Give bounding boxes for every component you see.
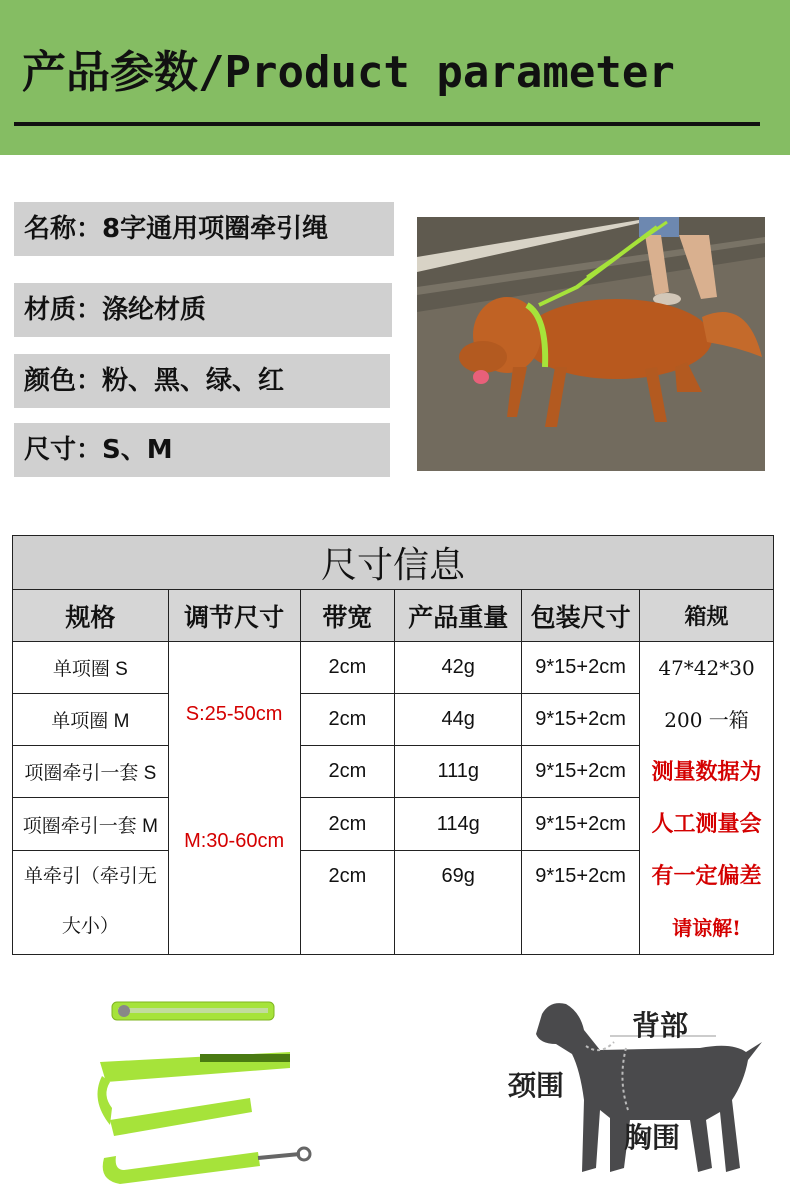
chest-label: 胸围	[624, 1121, 681, 1154]
column-header-width: 带宽	[300, 590, 395, 642]
column-header-weight: 产品重量	[395, 590, 522, 642]
row-name: 单项圈 M	[13, 694, 169, 746]
dog-walking-photo	[417, 217, 765, 471]
row-name	[13, 850, 169, 954]
row-weight: 42g	[395, 642, 522, 694]
neck-label: 颈围	[508, 1069, 565, 1102]
column-header-pack: 包装尺寸	[522, 590, 640, 642]
measurement-note-2: 人工测量会	[651, 811, 762, 837]
box-dimensions: 47*42*30	[658, 656, 755, 680]
row-pack: 9*15+2cm	[522, 642, 640, 694]
box-quantity: 200 一箱	[664, 708, 749, 732]
dog-measurement-diagram	[500, 990, 780, 1190]
box-spec-cell	[640, 642, 774, 955]
measurement-note-4: 请谅解!	[672, 916, 741, 940]
header-divider	[14, 122, 760, 126]
spec-size: 尺寸：S、M	[14, 423, 390, 477]
measurement-note-1: 测量数据为	[651, 759, 762, 785]
row-weight: 69g	[395, 850, 522, 954]
table-row	[13, 642, 774, 694]
spec-material: 材质：涤纶材质	[14, 283, 392, 337]
back-label: 背部	[632, 1009, 689, 1042]
leash-product-image	[90, 990, 420, 1190]
row-name-line-1: 单牵引（牵引无	[23, 866, 157, 888]
row-pack: 9*15+2cm	[522, 798, 640, 850]
row-width: 2cm	[300, 746, 395, 798]
row-name: 项圈牵引一套 S	[13, 746, 169, 798]
row-name: 项圈牵引一套 M	[13, 798, 169, 850]
measurement-note-3: 有一定偏差	[651, 863, 762, 889]
adjust-range-s: S:25-50cm	[185, 703, 283, 725]
column-header-adjust: 调节尺寸	[168, 590, 300, 642]
column-header-spec: 规格	[13, 590, 169, 642]
row-weight: 114g	[395, 798, 522, 850]
adjust-range-m: M:30-60cm	[184, 830, 285, 852]
size-table	[12, 535, 774, 955]
row-width: 2cm	[300, 798, 395, 850]
row-name-line-2: 大小）	[61, 916, 119, 938]
adjust-range-cell	[168, 642, 300, 955]
page-title: 产品参数/Product parameter	[22, 47, 675, 98]
size-table-title: 尺寸信息	[13, 536, 774, 590]
row-weight: 111g	[395, 746, 522, 798]
row-width: 2cm	[300, 642, 395, 694]
page-header	[0, 0, 790, 155]
spec-name: 名称：8字通用项圈牵引绳	[14, 202, 394, 256]
column-header-box: 箱规	[640, 590, 774, 642]
row-width: 2cm	[300, 694, 395, 746]
row-weight: 44g	[395, 694, 522, 746]
row-name: 单项圈 S	[13, 642, 169, 694]
row-pack: 9*15+2cm	[522, 746, 640, 798]
spec-colors: 颜色：粉、黑、绿、红	[14, 354, 390, 408]
row-width: 2cm	[300, 850, 395, 954]
row-pack: 9*15+2cm	[522, 694, 640, 746]
row-pack: 9*15+2cm	[522, 850, 640, 954]
